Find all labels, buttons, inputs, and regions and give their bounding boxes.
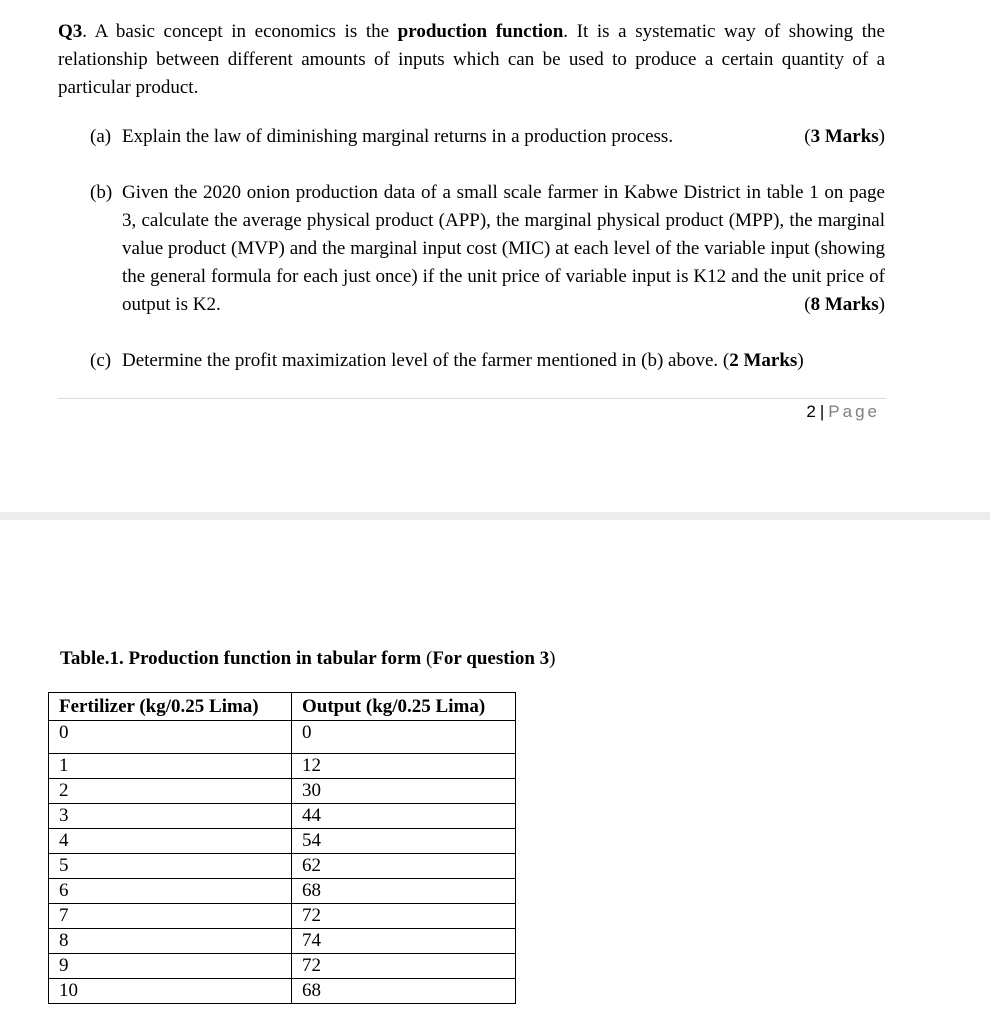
- fertilizer-cell: 8: [49, 929, 292, 954]
- fertilizer-cell: 4: [49, 829, 292, 854]
- output-cell: 72: [292, 954, 516, 979]
- page-number: 2: [806, 402, 816, 421]
- table-row: [49, 754, 516, 779]
- page-word: Page: [828, 402, 880, 421]
- output-cell: 68: [292, 879, 516, 904]
- table-title: Table.1. Production function in tabular form (For question 3): [60, 648, 556, 669]
- part-b-text: Given the 2020 onion production data of a small scale farmer in Kabwe District in table 1 on page 3, calculate the average physical product (APP), the marginal physical product (MPP), the marginal value product (MVP) and the marginal input cost (MIC) at each level of the variable input (showing the general formula for each just once) if the unit price of variable input is K12 and the unit price of output is K2.: [122, 182, 885, 315]
- table-row: [49, 979, 516, 1004]
- part-c-label: (c): [90, 350, 112, 371]
- part-a-marks: (3 Marks): [804, 126, 885, 147]
- part-b: [90, 179, 885, 319]
- output-cell: 62: [292, 854, 516, 879]
- bold-term: production function: [397, 21, 564, 42]
- footer-separator: |: [819, 402, 825, 421]
- fertilizer-cell: 7: [49, 904, 292, 929]
- table-row: [49, 954, 516, 979]
- table-row: [49, 804, 516, 829]
- part-b-marks: (8 Marks): [804, 294, 885, 315]
- header-fertilizer: Fertilizer (kg/0.25 Lima): [49, 693, 292, 721]
- table-header-row: [49, 693, 516, 721]
- part-a: [90, 123, 885, 151]
- footer-divider: [58, 398, 886, 399]
- fertilizer-cell: 9: [49, 954, 292, 979]
- output-cell: 68: [292, 979, 516, 1004]
- part-c: [90, 347, 885, 375]
- output-cell: 72: [292, 904, 516, 929]
- page-gap: [0, 512, 990, 520]
- fertilizer-cell: 10: [49, 979, 292, 1004]
- table-row: [49, 829, 516, 854]
- output-cell: 74: [292, 929, 516, 954]
- intro-text-2: . It is a systematic way of showing the relationship between different amounts of inputs which can be used to produce a certain quantity of a particular product.: [58, 21, 885, 98]
- page-3: [0, 520, 990, 1031]
- table-row: [49, 904, 516, 929]
- output-cell: 30: [292, 779, 516, 804]
- fertilizer-cell: 5: [49, 854, 292, 879]
- header-output: Output (kg/0.25 Lima): [292, 693, 516, 721]
- fertilizer-cell: 6: [49, 879, 292, 904]
- production-table: [48, 692, 516, 1004]
- output-cell: 44: [292, 804, 516, 829]
- output-cell: 54: [292, 829, 516, 854]
- part-c-marks: (2 Marks): [722, 350, 804, 371]
- fertilizer-cell: 1: [49, 754, 292, 779]
- fertilizer-cell: 3: [49, 804, 292, 829]
- part-b-label: (b): [90, 182, 113, 203]
- page-2: [0, 0, 990, 512]
- page-footer: [806, 402, 880, 422]
- part-a-text: Explain the law of diminishing marginal returns in a production process.: [122, 126, 674, 147]
- part-c-text: Determine the profit maximization level of the farmer mentioned in (b) above.: [122, 350, 719, 371]
- table-row: [49, 854, 516, 879]
- table-row: [49, 779, 516, 804]
- part-a-label: (a): [90, 126, 112, 147]
- output-cell: 0: [292, 721, 516, 754]
- output-cell: 12: [292, 754, 516, 779]
- table-row: [49, 929, 516, 954]
- table-row: [49, 879, 516, 904]
- intro-text-1: . A basic concept in economics is the: [82, 21, 398, 42]
- table-row: [49, 721, 516, 754]
- fertilizer-cell: 0: [49, 721, 292, 754]
- fertilizer-cell: 2: [49, 779, 292, 804]
- question-label: Q3: [58, 21, 83, 42]
- question-intro: [58, 18, 885, 102]
